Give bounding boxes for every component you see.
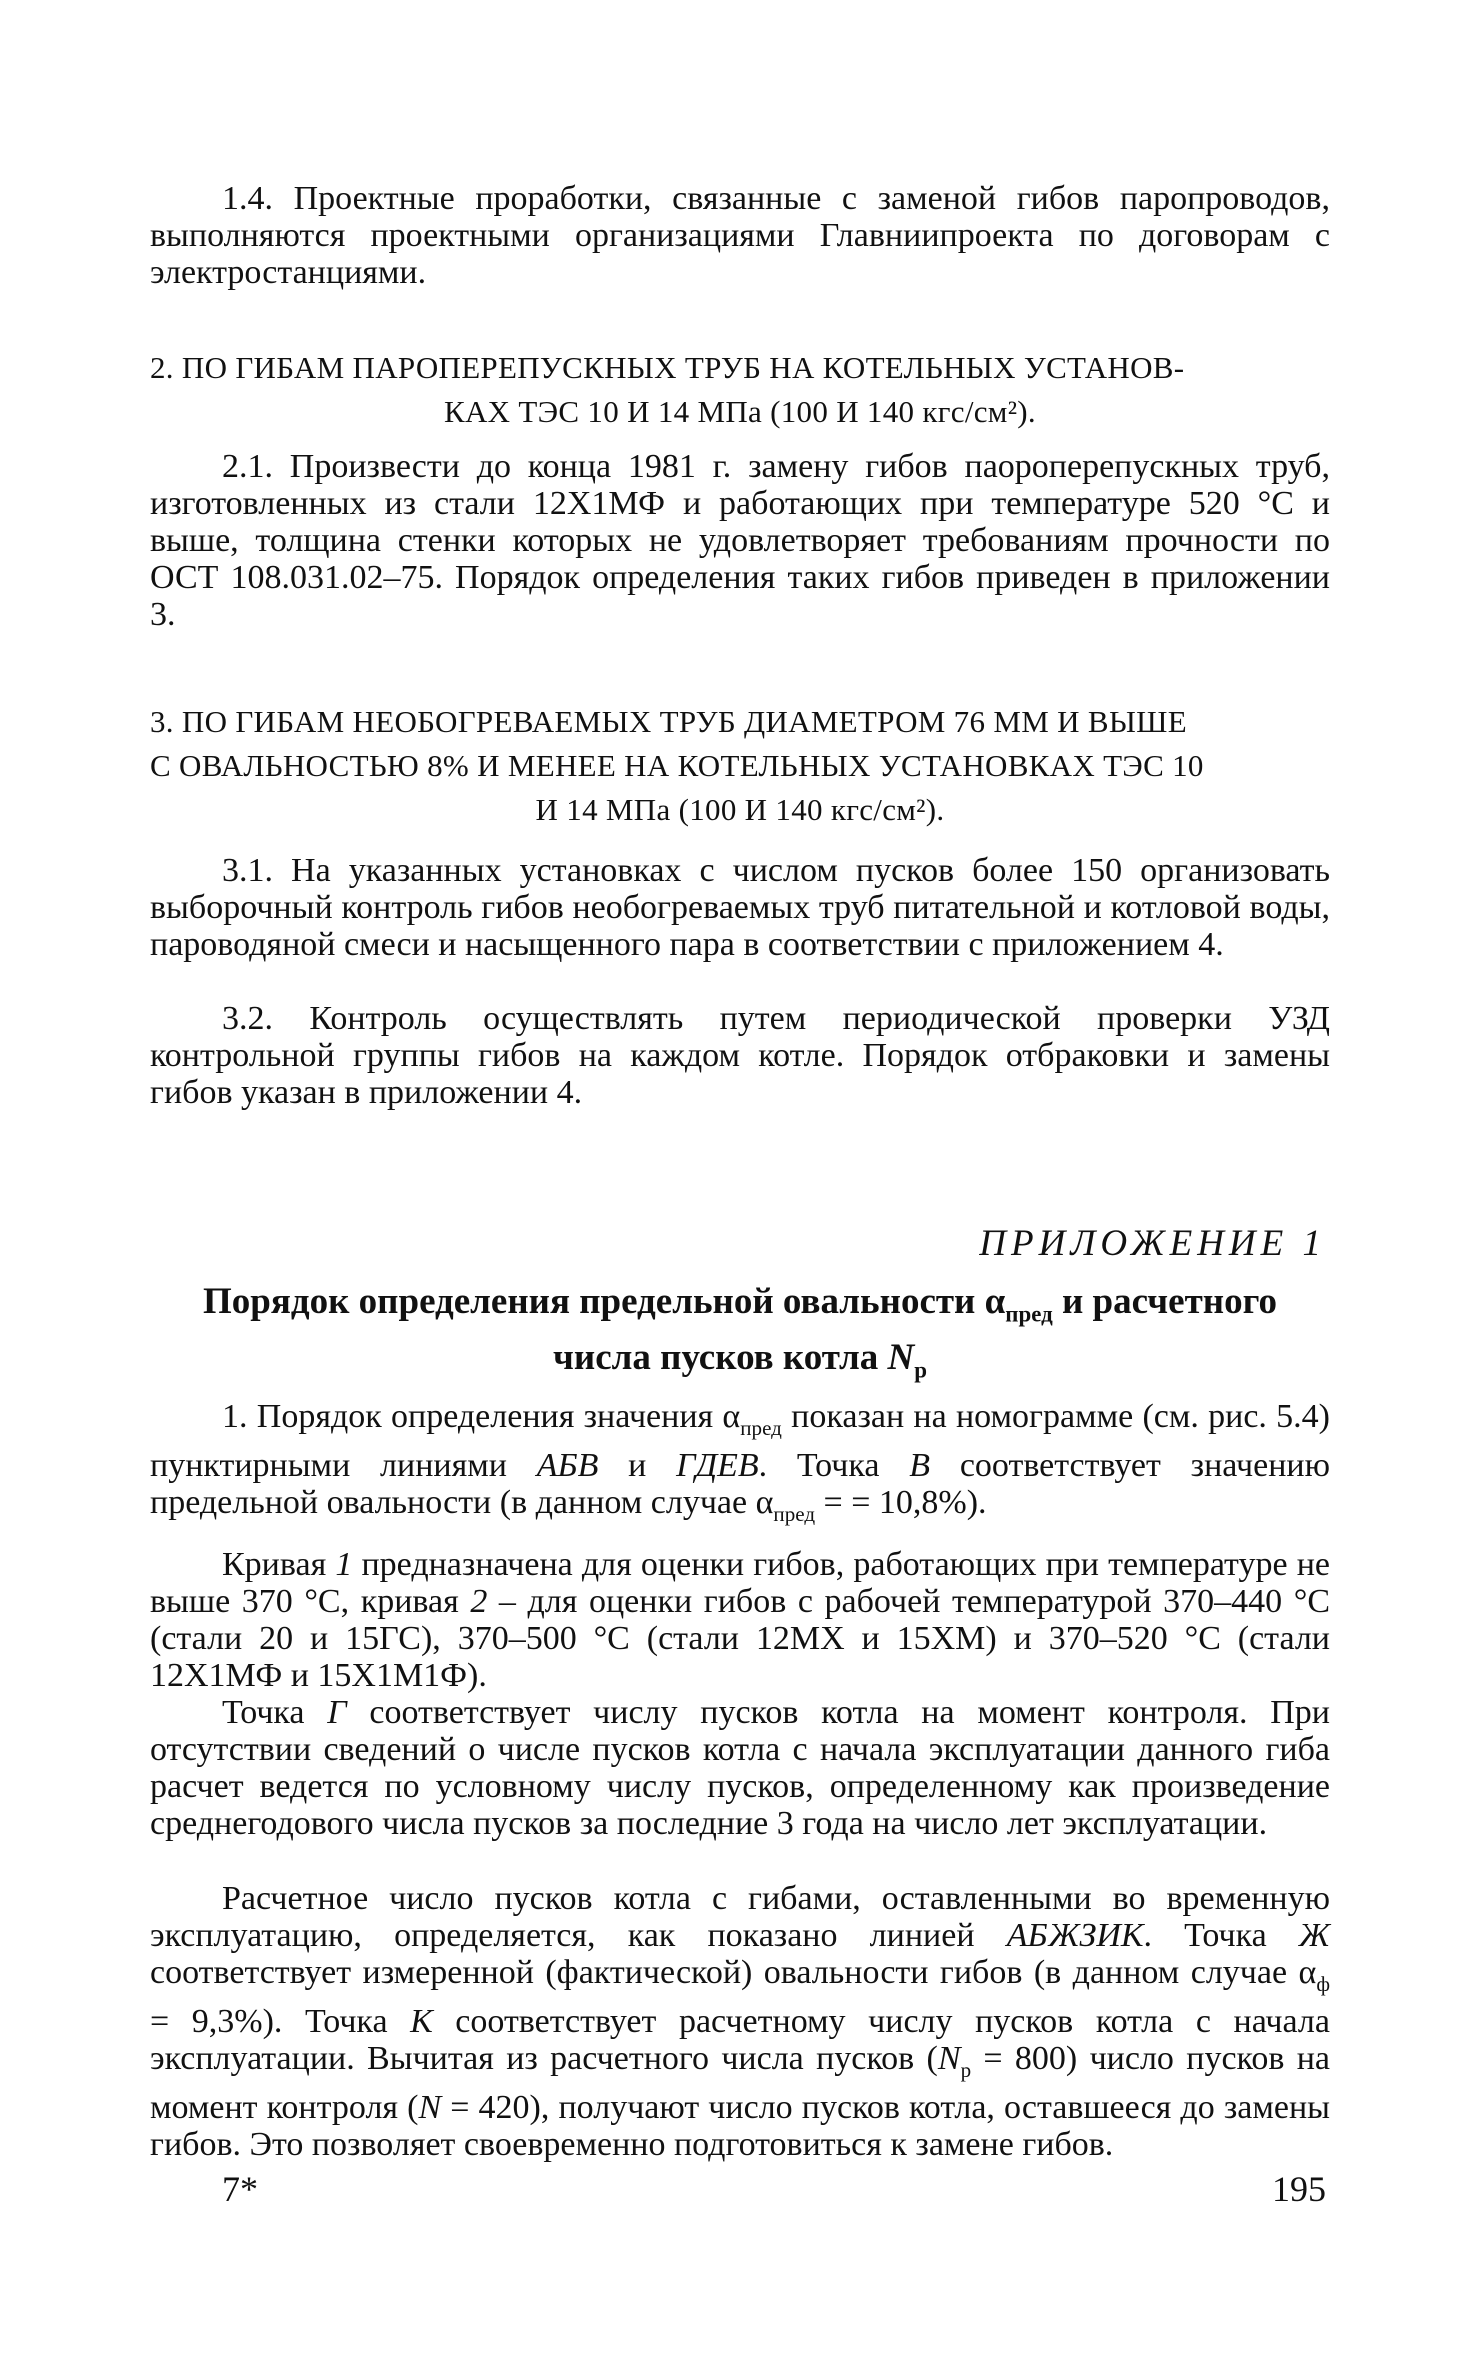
paragraph-2-1: 2.1. Произвести до конца 1981 г. замену гибов паороперепускных труб, изготовленных из стали 12Х1МФ и работающих при температуре 520 °С и выше, толщина стенки которых не удовлетворяет требованиям прочности по ОСТ 108.031.02–75. Порядок определения таких гибов приведен в приложении 3. (150, 448, 1330, 633)
text: = 420), получают число пусков котла, оставшееся до замены гибов. Это позволяет своевременно подготовиться к замене гибов. (150, 2088, 1330, 2163)
italic-label: Г (327, 1694, 347, 1731)
text: соответствует расчетному числу пусков котла с начала эксплуатации. Вычитая из расчетного числа пусков ( (150, 2002, 1330, 2077)
text: – для оценки гибов с рабочей температурой 370–440 °С (стали 20 и 15ГС), 370–500 °С (стали 12МХ и 15ХМ) и 370–520 °С (стали 12Х1МФ и 15Х1М1Ф). (150, 1583, 1330, 1694)
appendix-title-text-a: Порядок определения предельной овальности α (203, 1281, 1006, 1322)
section-2-heading (150, 346, 1330, 434)
text: Кривая (222, 1546, 336, 1583)
italic-label: АБВ (536, 1446, 599, 1484)
italic-label: Ж (1298, 1917, 1330, 1954)
subscript: ф (1316, 1971, 1330, 1996)
appendix-title-var-sub: р (914, 1357, 927, 1383)
italic-label: 2 (470, 1583, 488, 1620)
italic-label: ГДЕВ (676, 1446, 759, 1484)
text: = = 10,8%). (815, 1483, 987, 1521)
text: и (598, 1446, 677, 1484)
appendix-title-text-c: числа пусков котла (553, 1337, 888, 1379)
italic-label: N (418, 2088, 442, 2126)
appendix-label: ПРИЛОЖЕНИЕ 1 (979, 1223, 1326, 1264)
text: предназначена для оценки гибов, работающих при температуре не выше 370 °С, кривая (150, 1546, 1330, 1620)
text: соответствует измеренной (фактической) овальности гибов (в данном случае α (150, 1954, 1317, 1991)
text: Расчетное число пусков котла с гибами, оставленными во временную эксплуатацию, определяется, как показано линией (150, 1880, 1330, 1954)
text: 1. Порядок определения значения α (222, 1398, 741, 1435)
text: Точка (222, 1694, 328, 1731)
italic-label: N (937, 2039, 961, 2077)
italic-label: В (909, 1446, 931, 1484)
subscript: р (960, 2057, 972, 2082)
paragraph-1-4: 1.4. Проектные проработки, связанные с заменой гибов паропроводов, выполняются проектными организациями Главниипроекта по договорам с электростанциями. (150, 180, 1330, 291)
text: показан на номограмме (см. рис. 5.4) пунктирными линиями (150, 1398, 1330, 1484)
text: = 800) число пусков на момент контроля ( (150, 2039, 1330, 2126)
subscript: пред (773, 1501, 816, 1526)
text: соответствует числу пусков котла на момент контроля. При отсутствии сведений о числе пусков котла с начала эксплуатации данного гиба расчет ведется по условному числу пусков, определенному как произведение среднегодового числа пусков за последние 3 года на число лет эксплуатации. (150, 1694, 1330, 1842)
section-3-heading-line-1: 3. ПО ГИБАМ НЕОБОГРЕВАЕМЫХ ТРУБ ДИАМЕТРОМ 76 ММ И ВЫШЕ (150, 704, 1187, 739)
page-number: 195 (1272, 2169, 1326, 2209)
paragraph-3-1: 3.1. На указанных установках с числом пусков более 150 организовать выборочный контроль гибов необогреваемых труб питательной и котловой воды, пароводяной смеси и насыщенного пара в соответствии с приложением 4. (150, 852, 1330, 963)
signature-mark: 7* (222, 2169, 258, 2209)
appendix-title-sub: пред (1005, 1301, 1053, 1327)
section-3-heading (150, 700, 1330, 832)
section-3-heading-line-2: С ОВАЛЬНОСТЬЮ 8% И МЕНЕЕ НА КОТЕЛЬНЫХ УСТАНОВКАХ ТЭС 10 (150, 748, 1204, 783)
appendix-paragraph-4 (150, 1880, 1330, 2163)
appendix-paragraph-2 (150, 1546, 1330, 1694)
appendix-title-text-b: и расчетного (1052, 1281, 1277, 1322)
appendix-title-var: N (887, 1337, 915, 1379)
section-2-heading-line-1: 2. ПО ГИБАМ ПАРОПЕРЕПУСКНЫХ ТРУБ НА КОТЕЛЬНЫХ УСТАНОВ- (150, 350, 1185, 385)
text: . Точка (1143, 1917, 1299, 1954)
appendix-title (150, 1280, 1330, 1393)
italic-label: К (410, 2002, 433, 2040)
text: соответствует значению предельной овальности (в данном случае α (150, 1446, 1331, 1521)
section-3-heading-line-3: И 14 МПа (100 И 140 кгс/см²). (535, 792, 945, 827)
paragraph-3-2: 3.2. Контроль осуществлять путем периодической проверки УЗД контрольной группы гибов на каждом котле. Порядок отбраковки и замены гибов указан в приложении 4. (150, 1000, 1330, 1111)
subscript: пред (740, 1415, 782, 1440)
section-2-heading-line-2: КАХ ТЭС 10 И 14 МПа (100 И 140 кгс/см²). (444, 394, 1036, 429)
text: . Точка (758, 1446, 910, 1484)
text: = 9,3%). Точка (150, 2002, 411, 2040)
appendix-paragraph-1 (150, 1398, 1330, 1533)
italic-label: 1 (335, 1546, 353, 1583)
italic-label: АБЖЗИК (1006, 1917, 1144, 1954)
appendix-paragraph-3 (150, 1694, 1330, 1842)
